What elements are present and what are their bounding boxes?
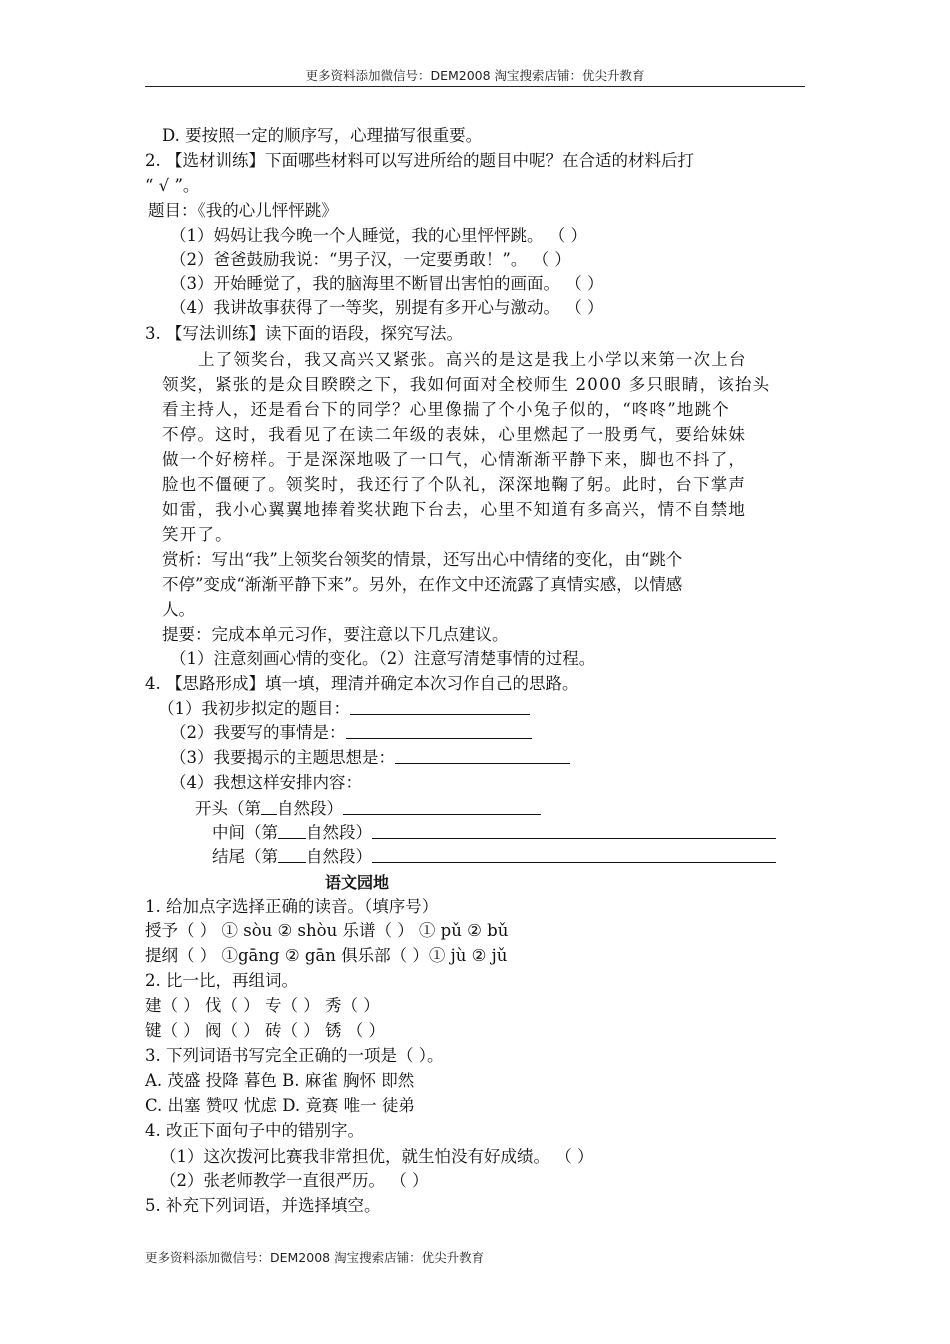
outline-event-label: （2）我要写的事情是： <box>170 723 346 742</box>
beginning-label: 开头（第 <box>195 799 261 818</box>
middle-suffix: 自然段） <box>306 823 372 842</box>
middle-paragraph-blank[interactable] <box>278 822 306 839</box>
outline-arrange-label: （4）我想这样安排内容： <box>170 773 362 792</box>
question-2-topic: 题目：《我的心儿怦怦跳》 <box>148 201 338 220</box>
ending-content-blank[interactable] <box>372 846 776 863</box>
page-header: 更多资料添加微信号：DEM2008 淘宝搜索店铺：优尖升教育 <box>305 68 645 83</box>
event-blank[interactable] <box>346 722 532 739</box>
outline-ending-row <box>212 846 776 868</box>
beginning-paragraph-blank[interactable] <box>261 798 277 815</box>
middle-label: 中间（第 <box>212 823 278 842</box>
outline-title-label: （1）我初步拟定的题目： <box>158 699 350 718</box>
analysis-line-2: 不停”变成“渐渐平静下来”。另外，在作文中还流露了真情实感，以情感 <box>162 575 683 594</box>
material-item-4: （4）我讲故事获得了一等奖，别提有多开心与激动。 （ ） <box>170 298 604 317</box>
garden-q1-row-1: 授予（ ） ① sòu ② shòu 乐谱（ ） ① pǔ ② bǔ <box>145 921 509 940</box>
garden-q2-title: 2. 比一比，再组词。 <box>145 971 298 990</box>
outline-title-row <box>158 698 530 720</box>
garden-q5-title: 5. 补充下列词语，并选择填空。 <box>145 1196 381 1215</box>
garden-q3-title: 3. 下列词语书写完全正确的一项是（ ）。 <box>145 1046 444 1065</box>
passage-line-2: 领奖，紧张的是众目睽睽之下，我如何面对全校师生 2000 多只眼睛，该抬头 <box>162 375 771 394</box>
ending-paragraph-blank[interactable] <box>278 846 306 863</box>
outline-event-row <box>170 722 532 744</box>
garden-q1-title: 1. 给加点字选择正确的读音。（填序号） <box>145 897 439 916</box>
outline-middle-row <box>212 822 776 844</box>
material-item-1: （1）妈妈让我今晚一个人睡觉，我的心里怦怦跳。 （ ） <box>170 226 587 245</box>
theme-blank[interactable] <box>395 747 570 764</box>
garden-q4-title: 4. 改正下面句子中的错别字。 <box>145 1121 364 1140</box>
passage-line-1: 上了领奖台，我又高兴又紧张。高兴的是这是我上小学以来第一次上台 <box>198 350 747 369</box>
outline-beginning-row <box>195 798 541 820</box>
passage-line-4: 不停。这时，我看见了在读二年级的表妹，心里燃起了一股勇气，要给妹妹 <box>162 425 747 444</box>
question-2-checkmark: “ √ ”。 <box>145 176 200 195</box>
garden-q1-row-2: 提纲（ ） ①gāng ② gān 俱乐部（ ）① jù ② jǔ <box>145 946 508 965</box>
question-2-title: 2. 【选材训练】下面哪些材料可以写进所给的题目中呢？在合适的材料后打 <box>145 151 694 170</box>
garden-q3-options-ab: A. 茂盛 投降 暮色 B. 麻雀 胸怀 即然 <box>145 1071 415 1090</box>
passage-line-8: 笑开了。 <box>162 525 233 544</box>
tip-line-1: 提要：完成本单元习作，要注意以下几点建议。 <box>162 625 509 644</box>
question-3-title: 3. 【写法训练】读下面的语段，探究写法。 <box>145 324 463 343</box>
garden-q2-row-2: 键（ ） 阀（ ） 砖（ ） 锈 （ ） <box>145 1021 385 1040</box>
material-item-2: （2）爸爸鼓励我说：“男子汉，一定要勇敢！”。 （ ） <box>170 250 571 269</box>
analysis-line-1: 赏析：写出“我”上领奖台领奖的情景，还写出心中情绪的变化，由“跳个 <box>162 550 683 569</box>
section-title-yuwen-yuandi: 语文园地 <box>325 873 390 892</box>
passage-line-5: 做一个好榜样。于是深深地吸了一口气，心情渐渐平静下来，脚也不抖了， <box>162 450 747 469</box>
beginning-suffix: 自然段） <box>277 799 343 818</box>
garden-q4-sentence-1: （1）这次拨河比赛我非常担优，就生怕没有好成绩。 （ ） <box>160 1147 594 1166</box>
beginning-content-blank[interactable] <box>343 798 541 815</box>
garden-q3-options-cd: C. 出塞 赞叹 忧虑 D. 竟赛 唯一 徒弟 <box>145 1096 415 1115</box>
ending-label: 结尾（第 <box>212 847 278 866</box>
page-footer: 更多资料添加微信号：DEM2008 淘宝搜索店铺：优尖升教育 <box>145 1250 485 1265</box>
option-d-line: D. 要按照一定的顺序写，心理描写很重要。 <box>162 126 483 145</box>
passage-line-3: 看主持人，还是看台下的同学？心里像揣了个小兔子似的，“咚咚”地跳个 <box>162 400 730 419</box>
passage-line-6: 脸也不僵硬了。领奖时，我还行了个队礼，深深地鞠了躬。此时，台下掌声 <box>162 475 747 494</box>
passage-line-7: 如雷，我小心翼翼地捧着奖状跑下台去，心里不知道有多高兴，情不自禁地 <box>162 500 747 519</box>
title-blank[interactable] <box>350 698 530 715</box>
question-4-title: 4. 【思路形成】填一填，理清并确定本次习作自己的思路。 <box>145 674 579 693</box>
garden-q2-row-1: 建（ ） 伐（ ） 专（ ） 秀（ ） <box>145 996 380 1015</box>
tip-line-2: （1）注意刻画心情的变化。（2）注意写清楚事情的过程。 <box>170 649 596 668</box>
outline-theme-row <box>170 747 570 769</box>
header-divider <box>145 86 805 87</box>
outline-theme-label: （3）我要揭示的主题思想是： <box>170 748 395 767</box>
material-item-3: （3）开始睡觉了，我的脑海里不断冒出害怕的画面。 （ ） <box>170 274 604 293</box>
middle-content-blank[interactable] <box>372 822 776 839</box>
garden-q4-sentence-2: （2）张老师教学一直很严历。 （ ） <box>160 1171 429 1190</box>
ending-suffix: 自然段） <box>306 847 372 866</box>
analysis-line-3: 人。 <box>162 600 195 619</box>
